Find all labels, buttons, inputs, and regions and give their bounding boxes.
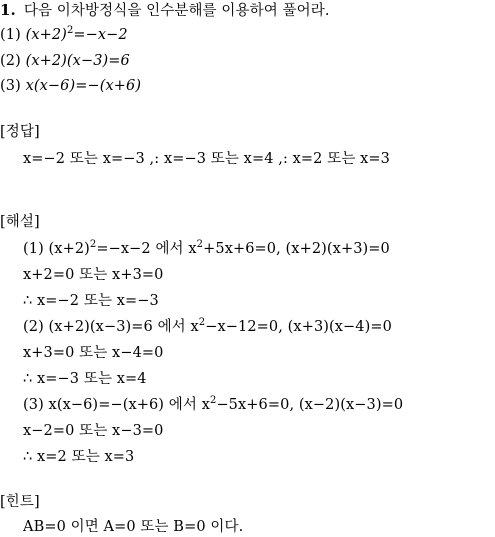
item-exponent: 2	[66, 25, 74, 36]
hint-text: AB=0 이면 A=0 또는 B=0 이다.	[23, 519, 244, 535]
expl-exponent: 2	[209, 395, 217, 406]
expl-text: +5x+6=0, (x+2)(x+3)=0	[203, 241, 390, 257]
item-equation-post: =−x−2	[73, 27, 128, 43]
item-equation: (x+2)(x−3)=6	[25, 53, 130, 69]
explanation-line-9: ∴ x=2 또는 x=3	[23, 449, 135, 465]
explanation-line-5: x+3=0 또는 x−4=0	[23, 345, 164, 361]
expl-exponent: 2	[196, 239, 204, 250]
explanation-line-3: ∴ x=−2 또는 x=−3	[23, 293, 159, 309]
item-label: (3)	[0, 78, 21, 94]
expl-text: (1) (x+2)	[23, 241, 90, 257]
item-label: (2)	[0, 53, 21, 69]
answer-heading: [정답]	[0, 124, 40, 140]
explanation-line-7	[23, 396, 403, 414]
expl-text: (2) (x+2)(x−3)=6 에서 x	[23, 319, 199, 335]
question-item-1	[0, 26, 128, 44]
question-item-3	[0, 77, 141, 95]
question-item-2	[0, 52, 130, 70]
expl-text: −x−12=0, (x+3)(x−4)=0	[205, 319, 392, 335]
item-label: (1)	[0, 27, 21, 43]
explanation-line-8: x−2=0 또는 x−3=0	[23, 423, 164, 439]
expl-text: −5x+6=0, (x−2)(x−3)=0	[216, 397, 404, 413]
explanation-line-1	[23, 240, 390, 258]
explanation-line-2: x+2=0 또는 x+3=0	[23, 267, 164, 283]
expl-exponent: 2	[198, 317, 206, 328]
answer-text: x=−2 또는 x=−3 ,: x=−3 또는 x=4 ,: x=2 또는 x=3	[23, 151, 390, 167]
item-equation: x(x−6)=−(x+6)	[25, 78, 142, 94]
explanation-heading: [해설]	[0, 214, 40, 230]
question-prompt: 다음 이차방정식을 인수분해를 이용하여 풀어라.	[23, 3, 330, 19]
hint-heading: [힌트]	[0, 494, 40, 510]
explanation-line-4	[23, 318, 392, 336]
question-line	[0, 1, 330, 20]
expl-text: (3) x(x−6)=−(x+6) 에서 x	[23, 397, 210, 413]
item-equation-pre: (x+2)	[25, 27, 67, 43]
expl-exponent: 2	[89, 239, 97, 250]
question-number: 1.	[0, 1, 16, 19]
explanation-line-6: ∴ x=−3 또는 x=4	[23, 371, 147, 387]
expl-text: =−x−2 에서 x	[96, 241, 197, 257]
